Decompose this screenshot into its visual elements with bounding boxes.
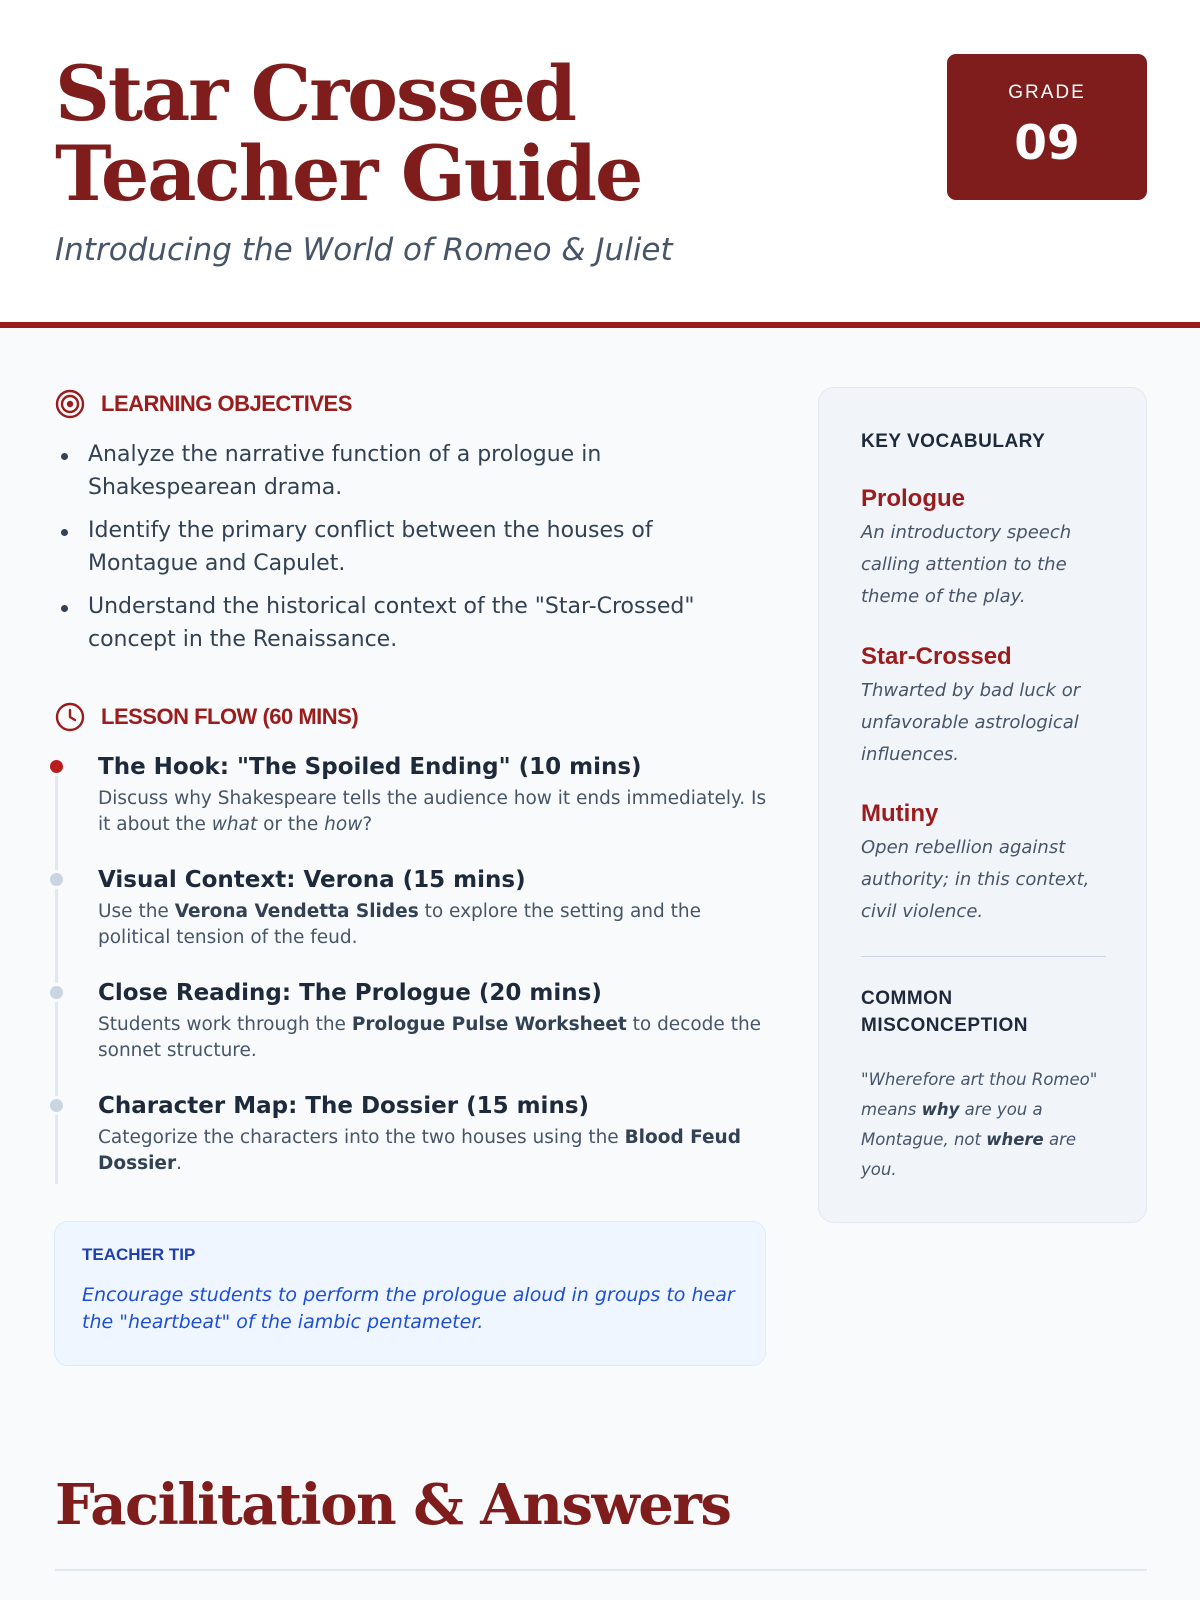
teacher-tip-box (54, 1221, 766, 1366)
emphasis-bold: Blood Feud Dossier (98, 1127, 741, 1174)
timeline-dot (50, 873, 63, 886)
vocab-definition: An introductory speech calling attention to the theme of the play. (861, 522, 1072, 607)
timeline-dot (50, 986, 63, 999)
teacher-tip-text: Encourage students to perform the prologue aloud in groups to hear the "heartbeat" of the iambic pentameter. (82, 1284, 735, 1333)
emphasis-bold: Prologue Pulse Worksheet (351, 1014, 627, 1035)
vocab-term: Mutiny (861, 800, 939, 827)
section-divider (55, 1569, 1147, 1571)
vocab-term: Prologue (861, 485, 966, 512)
lesson-flow-heading-label: LESSON FLOW (60 MINS) (101, 704, 359, 729)
text-run: ? (362, 814, 373, 835)
emphasis-bold: Verona Vendetta Slides (174, 901, 419, 922)
timeline-dot-active (50, 760, 63, 773)
grade-badge (947, 54, 1147, 200)
text-run: Categorize the characters into the two houses using the (98, 1127, 625, 1148)
timeline-line (55, 760, 58, 1184)
vocab-term: Star-Crossed (861, 643, 1012, 670)
sidebar-divider (861, 956, 1106, 957)
objective-item: Analyze the narrative function of a prologue in Shakespearean drama. (55, 438, 765, 504)
lesson-step-description (98, 899, 778, 951)
page-subtitle: Introducing the World of Romeo & Juliet (55, 232, 673, 268)
grade-number: 09 (1014, 116, 1080, 171)
lesson-step-description (98, 1125, 778, 1177)
lesson-step-title: Close Reading: The Prologue (20 mins) (98, 980, 602, 1006)
text-run: "Wherefore art thou Romeo" means (861, 1070, 1098, 1119)
text-run: Students work through the (98, 1014, 352, 1035)
objective-item: Understand the historical context of the "Star-Crossed" concept in the Renaissance. (55, 590, 765, 656)
vocabulary-heading: KEY VOCABULARY (861, 431, 1046, 452)
objectives-list (55, 438, 765, 666)
text-run: to decode the sonnet structure. (98, 1014, 762, 1061)
text-run: or the (257, 814, 325, 835)
timeline-dot (50, 1099, 63, 1112)
target-icon (55, 389, 85, 419)
text-run: are you. (861, 1130, 1077, 1179)
misconception-heading: COMMON MISCONCEPTION (861, 988, 1028, 1036)
lesson-flow-heading (55, 700, 358, 734)
emphasis-italic: how (324, 814, 363, 835)
objectives-heading (55, 387, 352, 421)
grade-label: GRADE (1008, 82, 1086, 103)
emphasis-bold: where (986, 1130, 1044, 1149)
emphasis-italic: what (211, 814, 258, 835)
key-vocabulary-sidebar (818, 387, 1147, 1223)
text-run: to explore the setting and the political tension of the feud. (98, 901, 702, 948)
text-run: . (176, 1153, 182, 1174)
misconception-text (861, 1065, 1111, 1185)
text-run: Discuss why Shakespeare tells the audience how it ends immediately. Is it about the (98, 788, 767, 835)
page-header (0, 0, 1200, 328)
lesson-step-title: Character Map: The Dossier (15 mins) (98, 1093, 590, 1119)
lesson-step-description (98, 786, 778, 838)
objectives-heading-label: LEARNING OBJECTIVES (101, 391, 352, 416)
vocab-definition: Open rebellion against authority; in this context, civil violence. (861, 837, 1090, 922)
text-run: Use the (98, 901, 175, 922)
teacher-tip-title: TEACHER TIP (82, 1245, 196, 1264)
page-title: Star Crossed Teacher Guide (55, 49, 642, 218)
lesson-step-title: The Hook: "The Spoiled Ending" (10 mins) (98, 754, 642, 780)
lesson-step-title: Visual Context: Verona (15 mins) (98, 867, 526, 893)
lesson-timeline (55, 752, 775, 1182)
emphasis-bold: why (921, 1100, 960, 1119)
clock-icon (55, 702, 85, 732)
objective-item: Identify the primary conflict between the houses of Montague and Capulet. (55, 514, 765, 580)
vocab-definition: Thwarted by bad luck or unfavorable astrological influences. (861, 680, 1081, 765)
facilitation-section-title: Facilitation & Answers (55, 1472, 731, 1538)
lesson-step-description (98, 1012, 778, 1064)
text-run: are you a Montague, not (861, 1100, 1043, 1149)
